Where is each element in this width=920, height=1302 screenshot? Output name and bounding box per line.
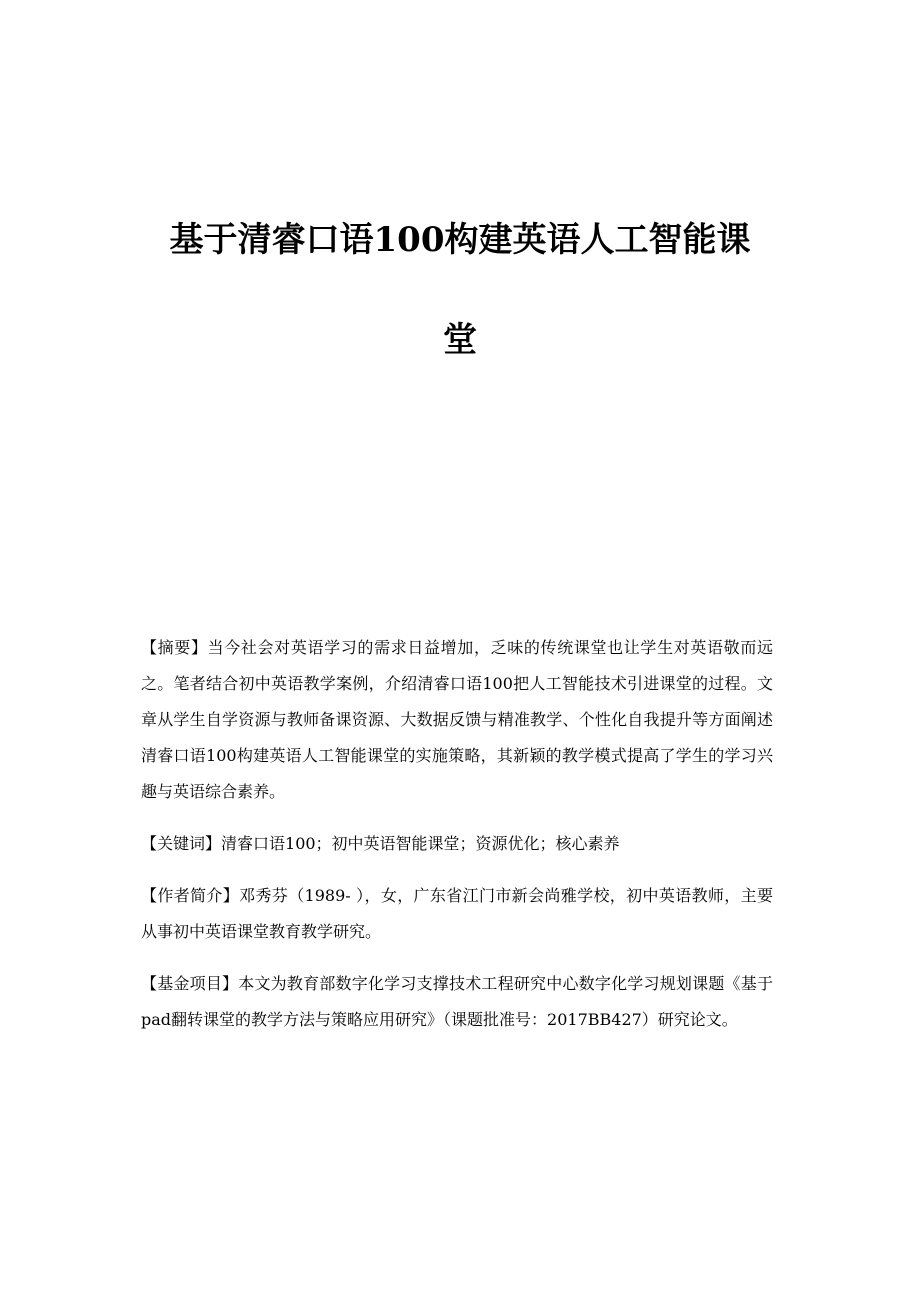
keywords-text: 清睿口语100；初中英语智能课堂；资源优化；核心素养 xyxy=(221,834,620,853)
paper-title-line-2: 堂 xyxy=(443,320,477,360)
author-label: 【作者简介】 xyxy=(141,886,240,905)
keywords-label: 【关键词】 xyxy=(141,834,222,853)
abstract-paragraph xyxy=(141,630,773,810)
abstract-label: 【摘要】 xyxy=(141,638,208,657)
fund-paragraph xyxy=(141,966,773,1038)
paper-title xyxy=(0,190,920,390)
paper-title-line-1: 基于清睿口语100构建英语人工智能课 xyxy=(169,220,751,260)
keywords-paragraph xyxy=(141,826,773,862)
author-paragraph xyxy=(141,878,773,950)
front-matter xyxy=(141,630,773,1054)
abstract-text: 当今社会对英语学习的需求日益增加，乏味的传统课堂也让学生对英语敬而远之。笔者结合初中英语教学案例，介绍清睿口语100把人工智能技术引进课堂的过程。文章从学生自学资源与教师备课资源、大数据反馈与精准教学、个性化自我提升等方面阐述清睿口语100构建英语人工智能课堂的实施策略，其新颖的教学模式提高了学生的学习兴趣与英语综合素养。 xyxy=(141,638,773,801)
author-text: 邓秀芬（1989- ），女，广东省江门市新会尚雅学校，初中英语教师，主要从事初中英语课堂教育教学研究。 xyxy=(141,886,773,941)
fund-label: 【基金项目】 xyxy=(141,974,239,993)
fund-text: 本文为教育部数字化学习支撑技术工程研究中心数字化学习规划课题《基于pad翻转课堂的教学方法与策略应用研究》（课题批准号：2017BB427）研究论文。 xyxy=(141,974,773,1029)
